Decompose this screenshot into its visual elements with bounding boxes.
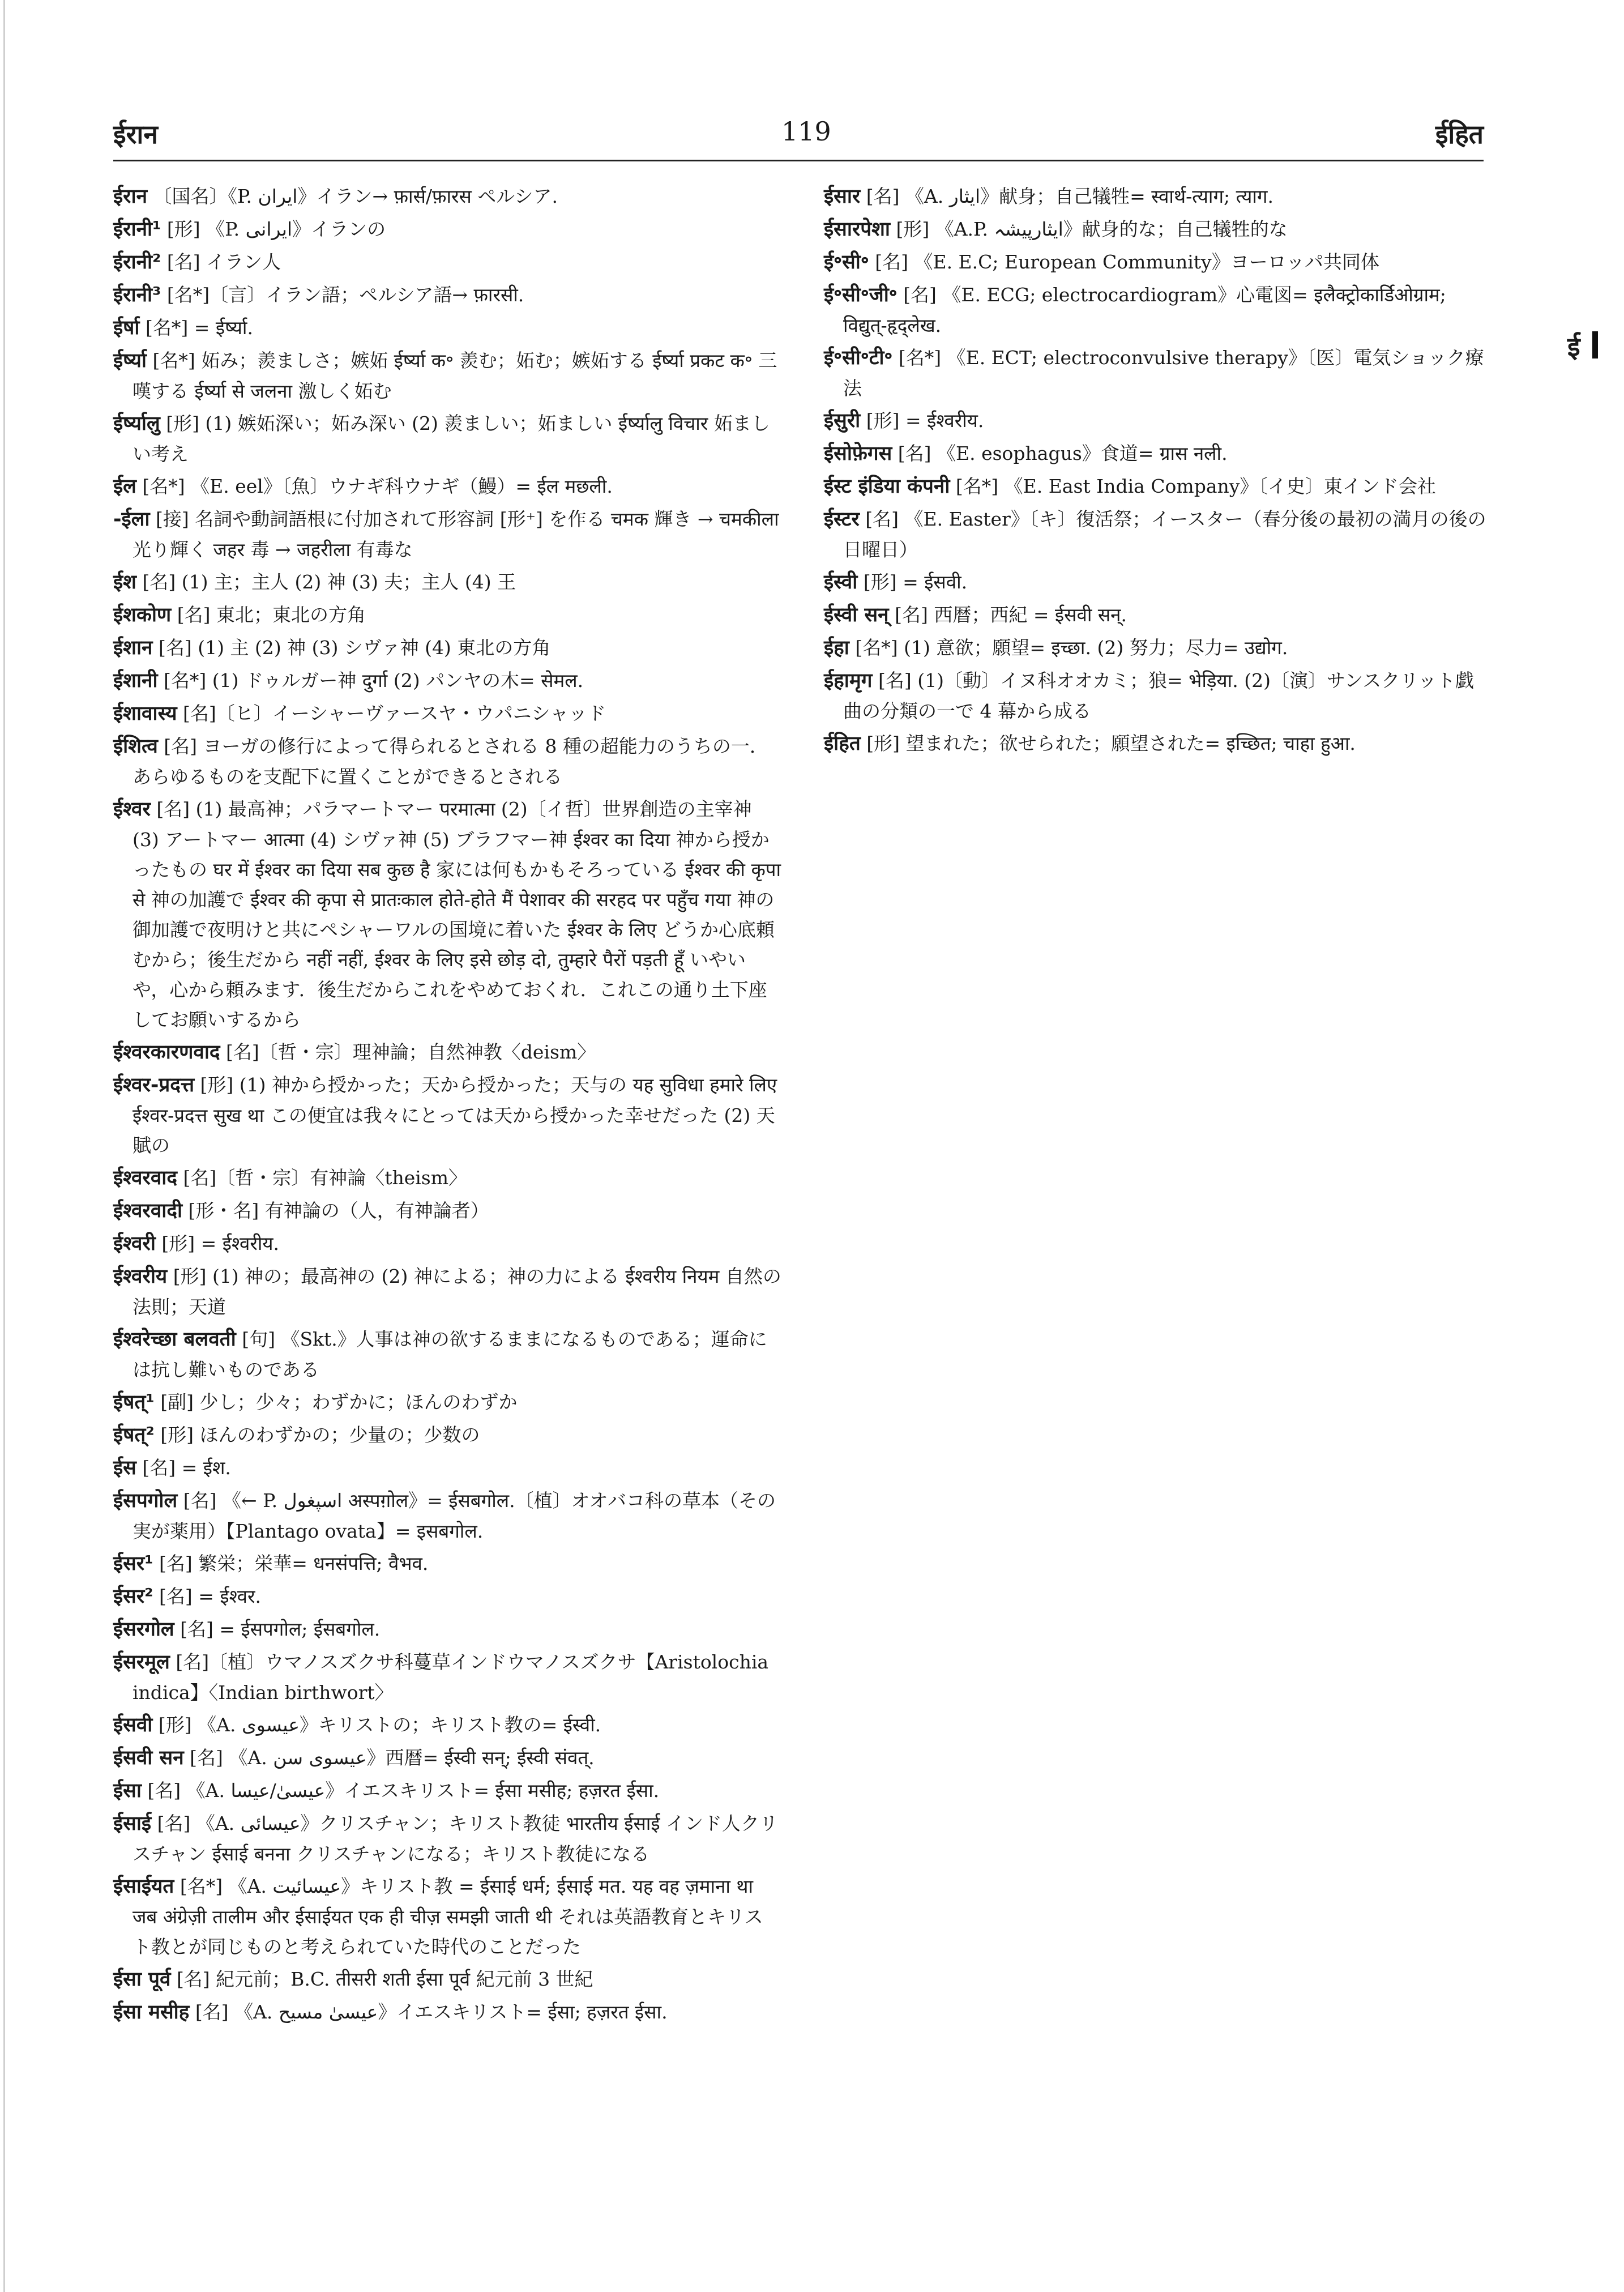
dictionary-entry: [113, 1420, 781, 1450]
entry-definition: [名*]〔言〕イラン語；ペルシア語→ फ़ारसी.: [166, 284, 524, 306]
dictionary-entry: [113, 1070, 781, 1160]
entry-headword: ईर्षा: [113, 317, 140, 339]
dictionary-entry: [113, 1037, 781, 1068]
dictionary-entry: [113, 214, 781, 245]
entry-definition: [形] 《A.P. ایثارپیشہ》献身的な；自己犠牲的な: [896, 218, 1288, 240]
entry-definition: [形] = ईश्वरीय.: [866, 409, 984, 432]
entry-definition: [名*] (1) 意欲；願望= इच्छा. (2) 努力；尽力= उद्योग.: [855, 637, 1288, 659]
entry-headword: ईसा मसीह: [113, 2001, 190, 2024]
entry-definition: [句] 《Skt.》人事は神の欲するままになるものである；運命には抗し難いものである: [133, 1328, 767, 1381]
entry-headword: ई॰सी॰टी॰: [824, 347, 893, 369]
entry-headword: ईसाई: [113, 1812, 152, 1835]
entry-headword: ईसरमूल: [113, 1651, 170, 1674]
entry-definition: [形] ほんのわずかの；少量の；少数の: [160, 1424, 480, 1446]
entry-headword: ईश: [113, 571, 136, 594]
dictionary-entry: [824, 504, 1489, 565]
entry-definition: [名] 《E. ECG; electrocardiogram》心電図= इलैक्ट्रोकार्डिओग्राम; विद्युत्-हृद्लेख.: [843, 284, 1446, 336]
entry-headword: ईसर²: [113, 1585, 153, 1608]
entry-definition: [名] 《A. عیسائی》クリスチャン；キリスト教徒 भारतीय ईसाई インド人クリスチャン ईसाई बनना クリスチャンになる；キリスト教徒になる: [133, 1812, 779, 1865]
entry-headword: ईशित्व: [113, 735, 158, 758]
entry-definition: [形] 《A. عیسوی》キリストの；キリスト教の= ईस्वी.: [158, 1714, 601, 1736]
entry-headword: ईस्टर: [824, 508, 860, 531]
entry-definition: [名] 西暦；西紀 = ईसवी सन्.: [895, 604, 1127, 626]
entry-headword: ई॰सी॰: [824, 251, 869, 274]
entry-definition: [形] = ईसवी.: [863, 571, 968, 593]
entry-headword: ईशावास्य: [113, 702, 177, 725]
entry-definition: [名] = ईश्वर.: [159, 1585, 261, 1607]
dictionary-entry: [113, 247, 781, 278]
dictionary-entry: [824, 600, 1489, 630]
dictionary-entry: [113, 504, 781, 565]
entry-headword: ईहा: [824, 637, 849, 659]
entry-headword: ईश्वरवादी: [113, 1200, 183, 1222]
dictionary-entry: [113, 1163, 781, 1193]
entry-headword: ईसुरी: [824, 409, 861, 432]
entry-definition: [名]〔哲・宗〕有神論〈theism〉: [183, 1167, 468, 1189]
entry-definition: [名*] (1) ドゥルガー神 दुर्गा (2) パンヤの木= सेमल.: [164, 669, 584, 692]
dictionary-entry: [113, 1548, 781, 1579]
entry-definition: [副] 少し；少々；わずかに；ほんのわずか: [160, 1391, 518, 1413]
entry-headword: ईषत्²: [113, 1424, 155, 1446]
entry-definition: [名] 東北；東北の方角: [177, 604, 366, 626]
entry-definition: [名] 《E. E.C; European Community》ヨーロッパ共同体: [875, 251, 1380, 273]
entry-headword: ईसर¹: [113, 1552, 153, 1575]
entry-definition: [名] 《A. عیسوی سن》西暦= ईस्वी सन्; ईस्वी संवत्.: [190, 1747, 595, 1769]
entry-headword: ईसारपेशा: [824, 218, 890, 241]
entry-definition: [名] 繁栄；栄華= धनसंपत्ति; वैभव.: [159, 1552, 429, 1574]
dictionary-entry: [113, 1808, 781, 1869]
dictionary-entry: [824, 438, 1489, 469]
entry-definition: [名] = ईश.: [142, 1457, 231, 1479]
dictionary-entry: [824, 181, 1489, 212]
entry-headword: ईश्वर: [113, 798, 151, 821]
entry-definition: [形] (1) 嫉妬深い；妬み深い (2) 羨ましい；妬ましい ईर्ष्यालु विचार 妬ましい考え: [133, 412, 770, 465]
entry-definition: [名] 《A. عیسیٰ مسیح》イエスキリスト= ईसा; हज़रत ईसा.: [195, 2001, 668, 2023]
entry-definition: [名] 《E. Easter》〔キ〕復活祭；イースター（春分後の最初の満月の後の日曜日）: [843, 508, 1486, 561]
dictionary-entry: [824, 343, 1489, 403]
entry-headword: ईरानी²: [113, 251, 161, 274]
entry-headword: ईसवी सन: [113, 1747, 184, 1769]
header-first-word: ईरान: [113, 119, 158, 150]
entry-headword: ईसार: [824, 185, 861, 208]
entry-definition: 〔国名〕《P. ایران》イラン→ फ़ार्स/फ़ारस ペルシア.: [153, 185, 558, 207]
dictionary-entry: [824, 280, 1489, 340]
entry-headword: ईहामृग: [824, 669, 873, 692]
entry-headword: ईर्ष्या: [113, 349, 147, 372]
dictionary-entry: [113, 345, 781, 406]
entry-definition: [名*] = ईर्ष्या.: [145, 317, 253, 339]
entry-headword: ईश्वरीय: [113, 1265, 168, 1288]
left-column: [113, 181, 781, 2030]
entry-definition: [接] 名詞や動詞語根に付加されて形容詞 [形⁺] を作る चमक 輝き → चमकीला 光り輝く जहर 毒 → जहरीला 有毒な: [133, 508, 779, 561]
entry-headword: ईशान: [113, 637, 153, 659]
entry-headword: ईहित: [824, 732, 861, 755]
dictionary-entry: [113, 181, 781, 212]
dictionary-entry: [113, 731, 781, 792]
entry-definition: [名] 《E. esophagus》食道= ग्रास नली.: [898, 442, 1228, 464]
entry-headword: ईरानी³: [113, 284, 161, 306]
dictionary-entry: [113, 1324, 781, 1385]
entry-definition: [名] (1) 最高神；パラマートマー परमात्मा (2)〔イ哲〕世界創造の主宰神 (3) アートマー आत्मा (4) シヴァ神 (5) ブラフマー神 ईश्वर का दिया 神から授かったもの घर में ईश्वर का दिया सब कुछ है 家には何もかもそろっている ईश्वर की कृपा से 神の加護で ईश्वर की कृपा से प्रातःकाल होते-होते मैं पेशावर की सरहद पर पहुँच गया 神の御加護で夜明けと共にペシャーワルの国境に着いた ईश्वर के लिए どうか心底頼むから；後生だから नहीं नहीं, ईश्वर के लिए इसे छोड़ दो, तुम्हारे पैरों पड़ती हूँ いやいや，心から頼みます．後生だからこれをやめておくれ．これこの通り土下座してお願いするから: [133, 798, 781, 1031]
entry-headword: ईसोफ़ेगस: [824, 442, 892, 465]
entry-definition: [名] イラン人: [166, 251, 281, 273]
dictionary-entry: [113, 1964, 781, 1995]
dictionary-entry: [113, 1453, 781, 1483]
entry-definition: [形] (1) 神から授かった；天から授かった；天与の यह सुविधा हमारे लिए ईश्वर-प्रदत्त सुख था この便宜は我々にとっては天から授かった幸せだった (2) 天賦の: [133, 1074, 777, 1156]
entry-headword: ईरान: [113, 185, 147, 208]
entry-definition: [名*] 妬み；羨ましさ；嫉妬 ईर्ष्या क॰ 羨む；妬む；嫉妬する ईर्ष्या प्रकट क॰ 三嘆する ईर्ष्या से जलना 激しく妬む: [133, 349, 777, 402]
dictionary-entry: [113, 408, 781, 469]
dictionary-entry: [113, 1871, 781, 1962]
entry-headword: ईश्वरवाद: [113, 1167, 177, 1189]
dictionary-entry: [824, 247, 1489, 278]
entry-definition: [名] ヨーガの修行によって得られるとされる 8 種の超能力のうちの一．あらゆるものを支配下に置くことができるとされる: [133, 735, 768, 788]
entry-definition: [名*] 《A. عیسائیت》キリスト教 = ईसाई धर्म; ईसाई मत. यह वह ज़माना था जब अंग्रेज़ी तालीम और ईसाईयत एक ही चीज़ समझी जाती थी それは英語教育とキリスト教とが同じものと考えられていた時代のことだった: [133, 1875, 763, 1958]
entry-definition: [名] (1) 主；主人 (2) 神 (3) 夫；主人 (4) 王: [142, 571, 516, 593]
dictionary-entry: [113, 1261, 781, 1322]
entry-definition: [名] 《A. ایثار》献身；自己犠牲= स्वार्थ-त्याग; त्याग.: [866, 185, 1273, 207]
entry-headword: ई॰सी॰जी॰: [824, 284, 898, 306]
entry-headword: ईसाईयत: [113, 1875, 174, 1898]
dictionary-entry: [113, 313, 781, 343]
entry-definition: [形] = ईश्वरीय.: [161, 1232, 280, 1254]
entry-headword: ईस: [113, 1457, 136, 1479]
dictionary-entry: [113, 1196, 781, 1226]
dictionary-entry: [113, 1614, 781, 1645]
dictionary-entry: [113, 1710, 781, 1740]
entry-headword: ईस्वी सन्: [824, 604, 889, 626]
header-rule: [113, 160, 1484, 161]
entry-headword: ईसवी: [113, 1714, 153, 1736]
entry-definition: [名] 《← P. اسپغول अस्पग़ोल》= ईसबगोल.〔植〕オオバコ科の草本（その実が薬用）【Plantago ovata】= इसबगोल.: [133, 1489, 776, 1542]
entry-definition: [名*] 《E. ECT; electroconvulsive therapy》〔医〕電気ショック療法: [843, 347, 1484, 399]
dictionary-entry: [113, 1647, 781, 1708]
entry-definition: [形] 望まれた；欲せられた；願望された= इच्छित; चाहा हुआ.: [866, 732, 1356, 754]
entry-headword: ईशकोण: [113, 604, 172, 626]
entry-definition: [名] 紀元前；B.C. तीसरी शती ईसा पूर्व 紀元前 3 世紀: [176, 1968, 593, 1990]
dictionary-entry: [113, 1228, 781, 1259]
entry-headword: ईषत्¹: [113, 1391, 155, 1414]
entry-headword: ईसरगोल: [113, 1618, 174, 1641]
entry-definition: [名]〔哲・宗〕理神論；自然神教〈deism〉: [226, 1041, 596, 1063]
dictionary-entry: [824, 406, 1489, 436]
dictionary-entry: [824, 728, 1489, 759]
entry-definition: [名*] 《E. East India Company》〔イ史〕東インド会社: [955, 475, 1436, 497]
entry-headword: ईर्ष्यालु: [113, 412, 160, 435]
dictionary-entry: [113, 280, 781, 310]
dictionary-entry: [113, 1581, 781, 1612]
page-header: [113, 116, 1484, 161]
entry-definition: [形] (1) 神の；最高神の (2) 神による；神の力による ईश्वरीय नियम 自然の法則；天道: [133, 1265, 781, 1318]
entry-definition: [名] 《A. عیسیٰ/عیسا》イエスキリスト= ईसा मसीह; हज़रत ईसा.: [147, 1779, 660, 1802]
entry-headword: ईसा पूर्व: [113, 1968, 171, 1991]
dictionary-entry: [113, 1743, 781, 1773]
thumb-index-letter: ई: [1567, 331, 1580, 362]
dictionary-entry: [113, 1775, 781, 1806]
page-edge-line: [3, 0, 5, 2292]
entry-headword: ईसा: [113, 1779, 142, 1802]
entry-definition: [名] (1) 主 (2) 神 (3) シヴァ神 (4) 東北の方角: [158, 637, 551, 659]
dictionary-entry: [113, 1997, 781, 2028]
dictionary-entry: [824, 665, 1489, 726]
entry-headword: -ईला: [113, 508, 150, 531]
entry-headword: ईस्ट इंडिया कंपनी: [824, 475, 950, 498]
dictionary-entry: [824, 633, 1489, 663]
entry-headword: ईस्वी: [824, 571, 858, 594]
entry-headword: ईश्वर-प्रदत्त: [113, 1074, 195, 1096]
entry-definition: [形・名] 有神論の（人，有神論者）: [188, 1200, 489, 1222]
header-last-word: ईहित: [1435, 119, 1484, 150]
entry-definition: [名] = ईसपगोल; ईसबगोल.: [180, 1618, 381, 1640]
dictionary-entry: [113, 1486, 781, 1546]
entry-definition: [名]〔ヒ〕イーシャーヴァースヤ・ウパニシャッド: [183, 702, 606, 724]
entry-definition: [名*] 《E. eel》〔魚〕ウナギ科ウナギ（鰻）= ईल मछली.: [142, 475, 613, 497]
dictionary-entry: [113, 600, 781, 630]
dictionary-entry: [113, 794, 781, 1035]
entry-headword: ईरानी¹: [113, 218, 161, 241]
dictionary-entry: [824, 567, 1489, 597]
dictionary-entry: [113, 698, 781, 729]
dictionary-entry: [113, 665, 781, 696]
entry-headword: ईशानी: [113, 669, 158, 692]
thumb-index-bar: [1592, 331, 1598, 358]
dictionary-entry: [113, 471, 781, 502]
entry-definition: [名]〔植〕ウマノスズクサ科蔓草インドウマノスズクサ【Aristolochia indica】〈Indian birthwort〉: [133, 1651, 769, 1704]
dictionary-entry: [824, 471, 1489, 502]
entry-headword: ईसपगोल: [113, 1489, 178, 1512]
dictionary-entry: [113, 1387, 781, 1418]
entry-headword: ईश्वरी: [113, 1232, 156, 1255]
entry-headword: ईश्वरेच्छा बलवती: [113, 1328, 236, 1351]
entry-definition: [形] 《P. ایرانی》イランの: [166, 218, 386, 240]
dictionary-entry: [113, 633, 781, 663]
dictionary-entry: [113, 567, 781, 597]
entry-headword: ईश्वरकारणवाद: [113, 1041, 220, 1064]
page-number: 119: [781, 116, 831, 147]
entry-definition: [名] (1)〔動〕イヌ科オオカミ；狼= भेड़िया. (2)〔演〕サンスクリット戯曲の分類の一で 4 幕から成る: [843, 669, 1474, 722]
dictionary-entry: [824, 214, 1489, 245]
entry-headword: ईल: [113, 475, 136, 498]
right-column: [824, 181, 1489, 761]
